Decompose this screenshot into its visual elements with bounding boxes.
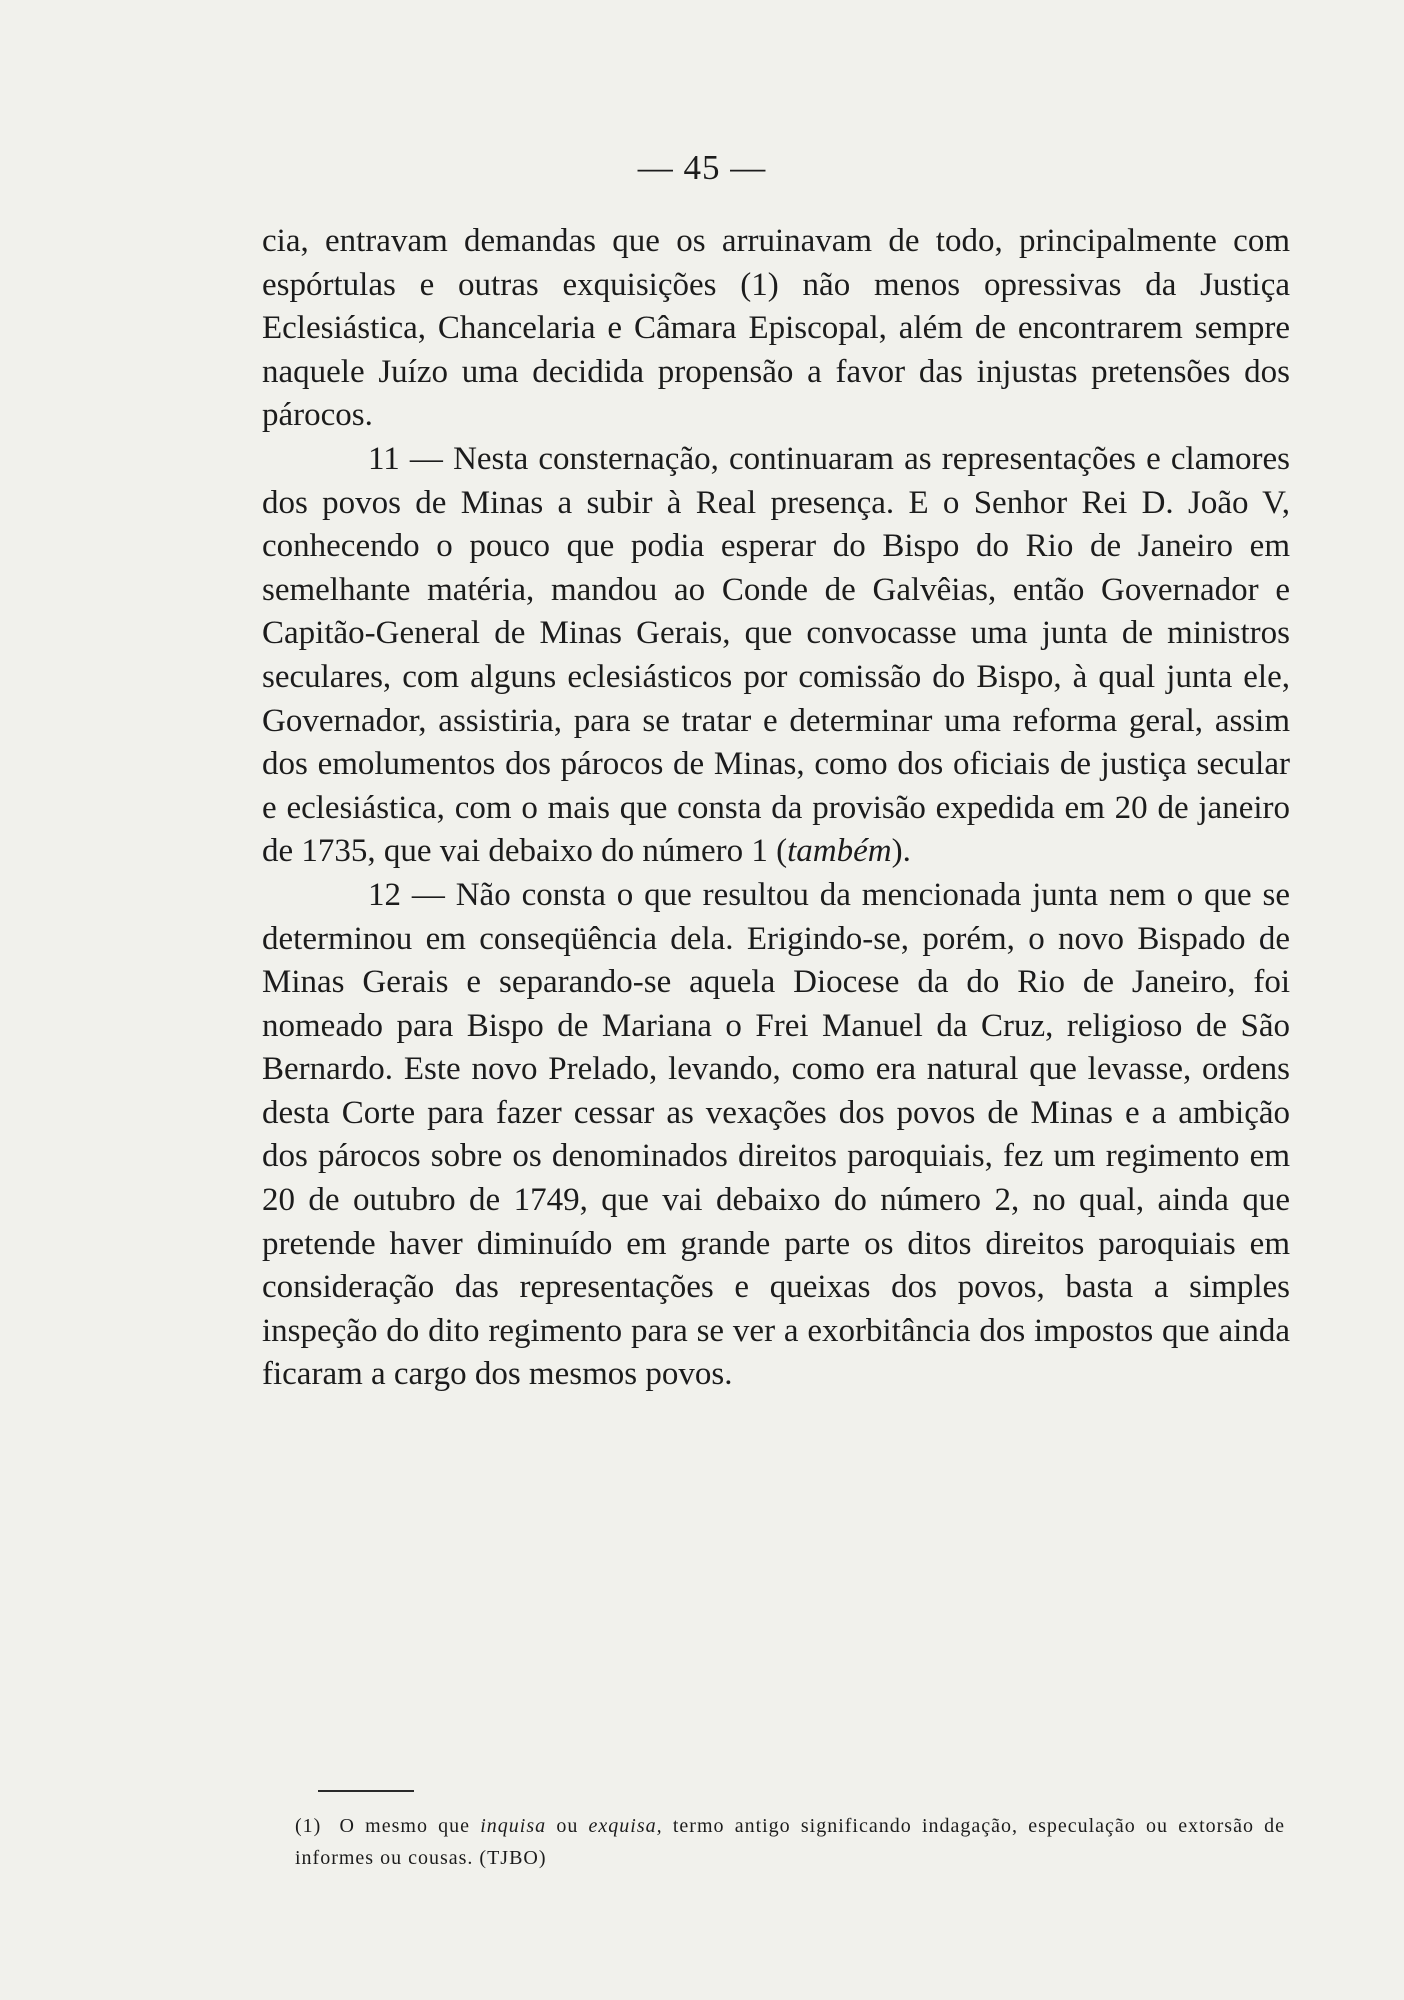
footnote — [295, 1810, 1285, 1874]
paragraph-11-end: ). — [891, 833, 911, 870]
footnote-text-c: termo antigo significando indagação, especulação ou extorsão de informes ou cousas. (TJBO) — [295, 1815, 1286, 1869]
paragraph-12: 12 — Não consta o que resultou da mencionada junta nem o que se determinou em conseqüência dela. Erigindo-se, porém, o novo Bispado de Minas Gerais e separando-se aquela Diocese da do Rio de Janeiro, foi nomeado para Bispo de Mariana o Frei Manuel da Cruz, religioso de São Bernardo. Este novo Prelado, levando, como era natural que levasse, ordens desta Corte para fazer cessar as vexações dos povos de Minas e a ambição dos párocos sobre os denominados direitos paroquiais, fez um regimento em 20 de outubro de 1749, que vai debaixo do número 2, no qual, ainda que pretende haver diminuído em grande parte os ditos direitos paroquiais em consideração das representações e queixas dos povos, basta a simples inspeção do dito regimento para se ver a exorbitância dos impostos que ainda ficaram a cargo dos mesmos povos. — [262, 876, 1290, 1393]
footnote-text-b: ou — [556, 1815, 579, 1837]
paragraph-11-text: 11 — Nesta consternação, continuaram as representações e clamores dos povos de Minas a subir à Real presença. E o Senhor Rei D. João V, conhecendo o pouco que podia esperar do Bispo do Rio de Janeiro em semelhante matéria, mandou ao Conde de Galvêias, então Governador e Capitão-General de Minas Gerais, que convocasse uma junta de ministros seculares, com alguns eclesiásticos por comissão do Bispo, à qual junta ele, Governador, assistiria, para se tratar e determinar uma reforma geral, assim dos emolumentos dos párocos de Minas, como dos oficiais de justiça secular e eclesiástica, com o mais que consta da provisão expedida em 20 de janeiro de 1735, que vai debaixo do número 1 ( — [262, 440, 1290, 870]
footnote-divider — [318, 1790, 414, 1792]
footnote-italic-a: inquisa — [480, 1815, 547, 1837]
footnote-text-a: O mesmo que — [339, 1815, 471, 1837]
body-text — [262, 220, 1290, 1397]
footnote-italic-b: exquisa, — [588, 1815, 663, 1837]
paragraph-11 — [262, 438, 1290, 874]
paragraph-11-italic: também — [787, 833, 892, 870]
paragraph-continuation: cia, entravam demandas que os arruinavam de todo, principalmente com espórtulas e outras exquisições (1) não menos opressivas da Justiça Eclesiástica, Chancelaria e Câmara Episcopal, além de encontrarem sempre naquele Juízo uma decidida propensão a favor das injustas pretensões dos párocos. — [262, 223, 1290, 434]
page-number: — 45 — — [637, 148, 767, 187]
footnote-marker: (1) — [295, 1815, 322, 1837]
